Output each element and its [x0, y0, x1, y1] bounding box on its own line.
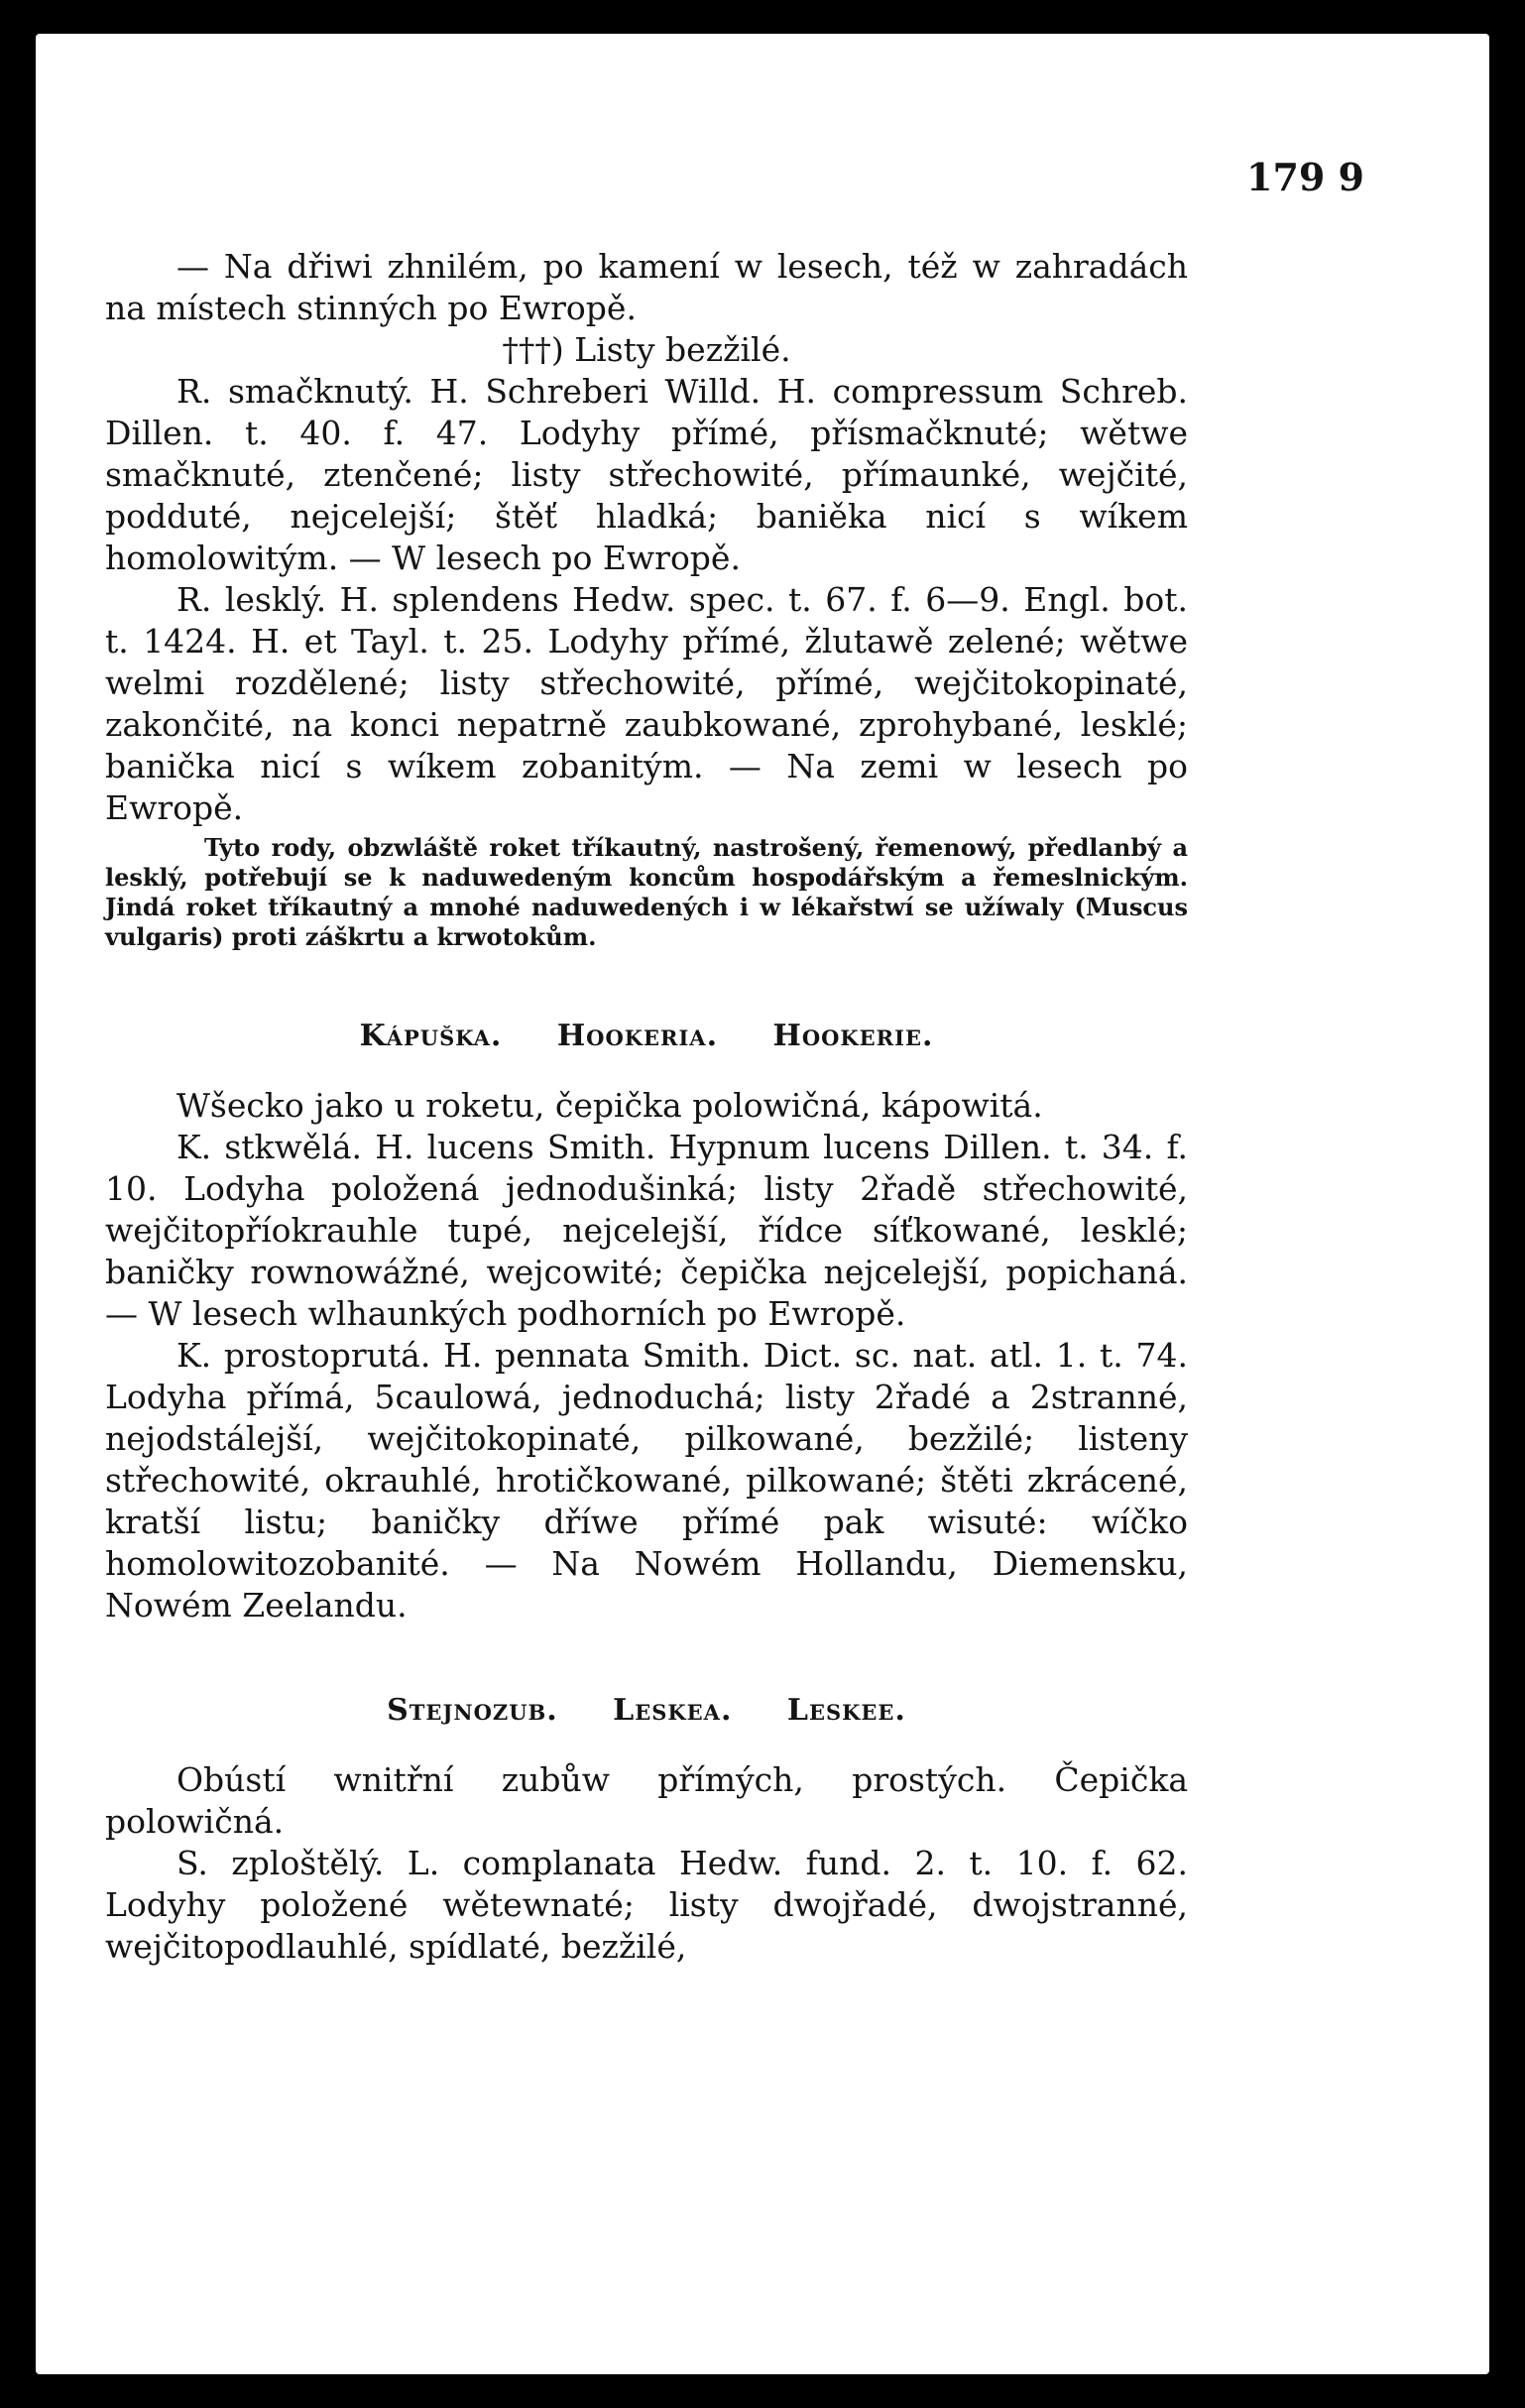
subsection-label: †††) Listy bezžilé.: [502, 330, 791, 369]
page-number: 179 9: [1246, 155, 1364, 199]
genus-heading-leskea: [105, 1690, 1188, 1732]
species-entry-zplosteny: S. zploštělý. L. complanata Hedw. fund. 2. t. 10. f. 62. Lodyhy položené wětewnaté; listy dwojřadé, dwojstranné, wejčitopodlauhlé, spídlaté, bezžilé,: [105, 1844, 1188, 1966]
usage-note: Tyto rody, obzwláště roket tříkautný, nastrošený, řemenowý, předlanbý a lesklý, potřebují se k naduwedeným koncům hospodářským a řemeslnickým. Jindá roket tříkautný a mnohé naduwedených i w lékařstwí se užíwaly (Muscus vulgaris) proti záškrtu a krwotokům.: [105, 833, 1188, 951]
genus-name-alt: Leskee.: [786, 1693, 906, 1728]
species-entry-smacknuty: R. smačknutý. H. Schreberi Willd. H. compressum Schreb. Dillen. t. 40. f. 47. Lodyhy přímé, přísmačknuté; wětwe smačknuté, ztenčené; listy střechowité, přímaunké, wejčité, podduté, nejcelejší; štěť hladká; baniěka nicí s wíkem homolowitým. — W lesech po Ewropě.: [105, 372, 1188, 577]
genus-heading-hookeria: [105, 1016, 1188, 1057]
genus-name-latin: Leskea.: [613, 1693, 733, 1728]
genus-name-czech: Stejnozub.: [387, 1693, 558, 1728]
paragraph-habitat: — Na dřiwi zhnilém, po kamení w lesech, též w zahradách na místech stinných po Ewropě.: [105, 247, 1188, 327]
species-entry-prostoprutá: K. prostoprutá. H. pennata Smith. Dict. sc. nat. atl. 1. t. 74. Lodyha přímá, 5caulowá, jednoduchá; listy 2řadé a 2stranné, nejodstálejší, wejčitokopinaté, pilkowané, bezžilé; listeny střechowité, okrauhlé, hrotičkowané, pilkowané; štěti zkrácené, kratší listu; baničky dříwe přímé pak wisuté: wíčko homolowitozobanité. — Na Nowém Hollandu, Diemensku, Nowém Zeelandu.: [105, 1336, 1188, 1625]
genus-name-alt: Hookerie.: [772, 1019, 934, 1053]
genus-name-czech: Kápuška.: [359, 1019, 503, 1053]
species-entry-stkwela: K. stkwělá. H. lucens Smith. Hypnum lucens Dillen. t. 34. f. 10. Lodyha položená jednodušinká; listy 2řadě střechowité, wejčitopříokrauhle tupé, nejcelejší, řídce síťkowané, lesklé; baničky rownowážné, wejcowité; čepička nejcelejší, popichaná. — W lesech wlhaunkých podhorních po Ewropě.: [105, 1128, 1188, 1333]
genus-name-latin: Hookeria.: [556, 1019, 719, 1053]
page-body: [105, 246, 1188, 1968]
book-page: [36, 34, 1489, 2374]
genus-description-leskea: Obústí wnitřní zubůw přímých, prostých. Čepička polowičná.: [105, 1760, 1188, 1841]
genus-description-hookeria: Wšecko jako u roketu, čepička polowičná, kápowitá.: [176, 1086, 1043, 1125]
species-entry-leskly: R. lesklý. H. splendens Hedw. spec. t. 67. f. 6—9. Engl. bot. t. 1424. H. et Tayl. t. 25. Lodyhy přímé, žlutawě zelené; wětwe welmi rozdělené; listy střechowité, přímé, wejčitokopinaté, zakončité, na konci nepatrně zaubkowané, zprohybané, lesklé; banička nicí s wíkem zobanitým. — Na zemi w lesech po Ewropě.: [105, 580, 1188, 827]
